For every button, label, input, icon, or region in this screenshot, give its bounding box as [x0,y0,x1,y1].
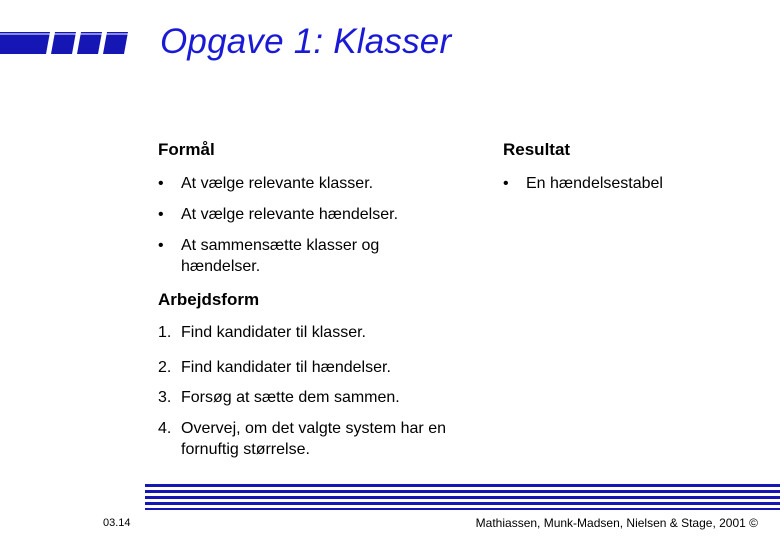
purpose-item: • At vælge relevante hændelser. [158,206,399,223]
purpose-item: • At sammensætte klasser og hændelser. [158,237,380,275]
page-number: 03.14 [103,517,131,529]
method-step: 4. Overvej, om det valgte system har en fornuftig størrelse. [158,420,446,458]
method-heading: Arbejdsform [158,290,260,309]
bullet-icon: • [503,175,509,192]
method-step: 3. Forsøg at sætte dem sammen. [158,389,400,406]
result-heading: Resultat [503,140,571,159]
bullet-icon: • [158,175,164,192]
step-number: 1. [158,324,172,341]
purpose-heading: Formål [158,140,215,159]
logo-bars-icon [0,30,140,56]
bullet-icon: • [158,237,164,254]
method-step: 1. Find kandidater til klasser. [158,324,366,341]
step-number: 4. [158,420,172,437]
bullet-icon: • [158,206,164,223]
purpose-item: • At vælge relevante klasser. [158,175,374,192]
step-number: 3. [158,389,172,406]
result-item: • En hændelsestabel [503,175,663,192]
footer-credits: Mathiassen, Munk-Madsen, Nielsen & Stage, 2001 © [475,516,758,530]
step-number: 2. [158,359,172,376]
slide-title: Opgave 1: Klasser [160,22,452,61]
method-step: 2. Find kandidater til hændelser. [158,359,391,376]
footer-stripes [145,484,780,510]
